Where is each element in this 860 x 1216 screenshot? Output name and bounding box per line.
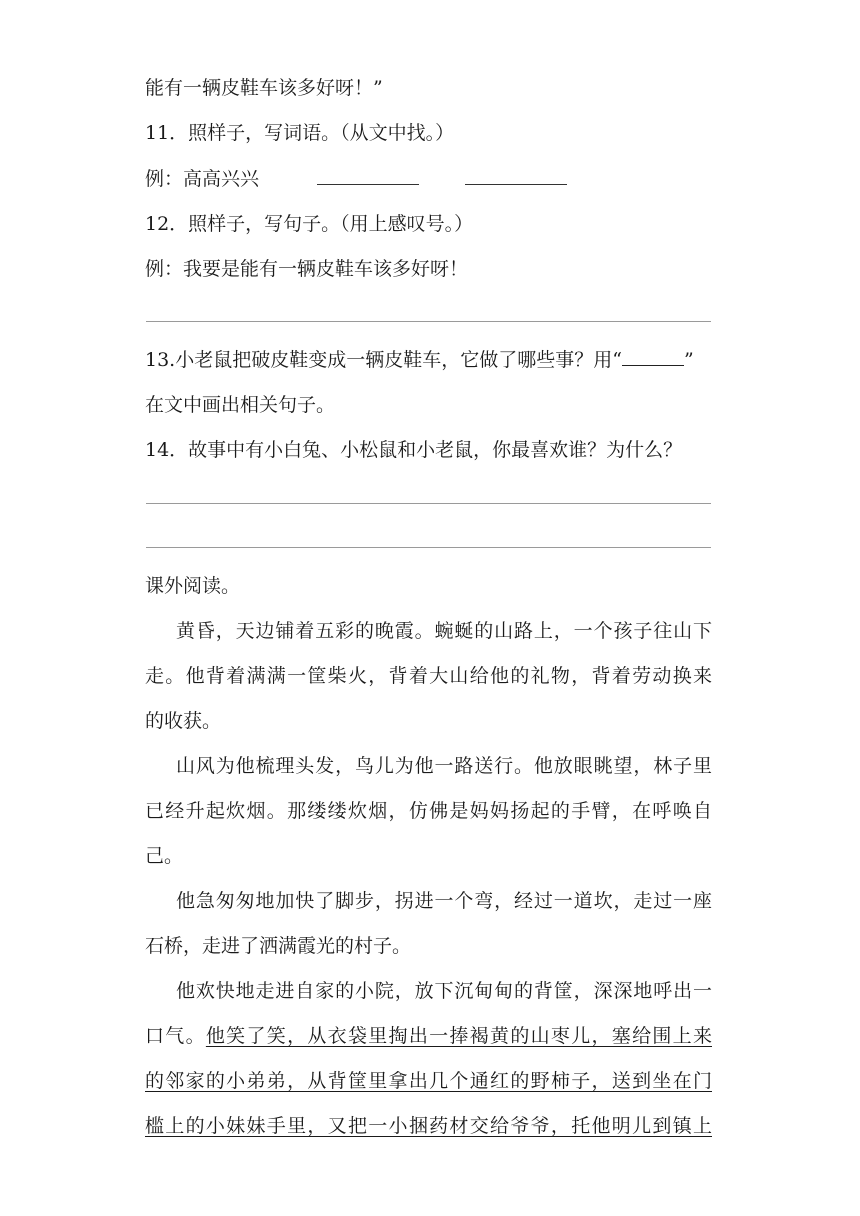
- answer-blank-1[interactable]: [317, 166, 419, 185]
- example-12: 例：我要是能有一辆皮鞋车该多好呀！: [145, 258, 469, 280]
- paragraph-2-line: 已经升起炊烟。那缕缕炊烟，仿佛是妈妈扬起的手臂，在呼唤自: [145, 800, 712, 822]
- question-13-text: 13.小老鼠把破皮鞋变成一辆皮鞋车，它做了哪些事？用“: [145, 349, 622, 371]
- paragraph-4-line: [145, 1023, 712, 1049]
- answer-blank-2[interactable]: [465, 166, 567, 185]
- paragraph-2-line: 山风为他梳理头发，鸟儿为他一路送行。他放眼眺望，林子里: [176, 755, 712, 777]
- paragraph-3-line: 石桥，走进了洒满霞光的村子。: [145, 935, 412, 957]
- paragraph-1-line: 黄昏，天边铺着五彩的晚霞。蜿蜒的山路上，一个孩子往山下: [176, 620, 712, 642]
- question-13-quote-close: ”: [683, 349, 694, 371]
- paragraph-1-line: 的收获。: [145, 710, 222, 732]
- example-11-label: 例：高高兴兴: [145, 168, 260, 190]
- paragraph-1-line: 走。他背着满满一筐柴火，背着大山给他的礼物，背着劳动换来: [145, 665, 712, 687]
- question-11: 11．照样子，写词语。（从文中找。）: [145, 122, 455, 144]
- paragraph-2-line: 己。: [145, 845, 184, 867]
- paragraph-3-line: 他急匆匆地加快了脚步，拐进一个弯，经过一道坎，走过一座: [176, 890, 712, 912]
- paragraph-4-line: 他欢快地走进自家的小院，放下沉甸甸的背筐，深深地呼出一: [176, 980, 712, 1002]
- underline-sample: [622, 349, 684, 366]
- question-13-line1: [145, 347, 694, 373]
- question-13-line2: 在文中画出相关句子。: [145, 394, 336, 416]
- question-14: 14．故事中有小白兔、小松鼠和小老鼠，你最喜欢谁？为什么？: [145, 439, 683, 461]
- underlined-sentence: 他笑了笑，从衣袋里掏出一捧褐黄的山枣儿，塞给围上来: [205, 1025, 712, 1047]
- underlined-sentence: 的邻家的小弟弟，从背筐里拿出几个通红的野柿子，送到坐在门: [145, 1070, 712, 1092]
- answer-line-12[interactable]: [146, 321, 711, 322]
- answer-line-14a[interactable]: [146, 503, 711, 504]
- answer-line-14b[interactable]: [146, 547, 711, 548]
- example-11-row: [145, 166, 567, 192]
- text-line: 能有一辆皮鞋车该多好呀！”: [145, 77, 383, 99]
- section-heading: 课外阅读。: [145, 575, 241, 597]
- question-12: 12．照样子，写句子。（用上感叹号。）: [145, 213, 474, 235]
- paragraph-4-text: 口气。: [145, 1025, 206, 1047]
- underlined-sentence: 槛上的小妹妹手里，又把一小捆药材交给爷爷，托他明儿到镇上: [145, 1115, 712, 1137]
